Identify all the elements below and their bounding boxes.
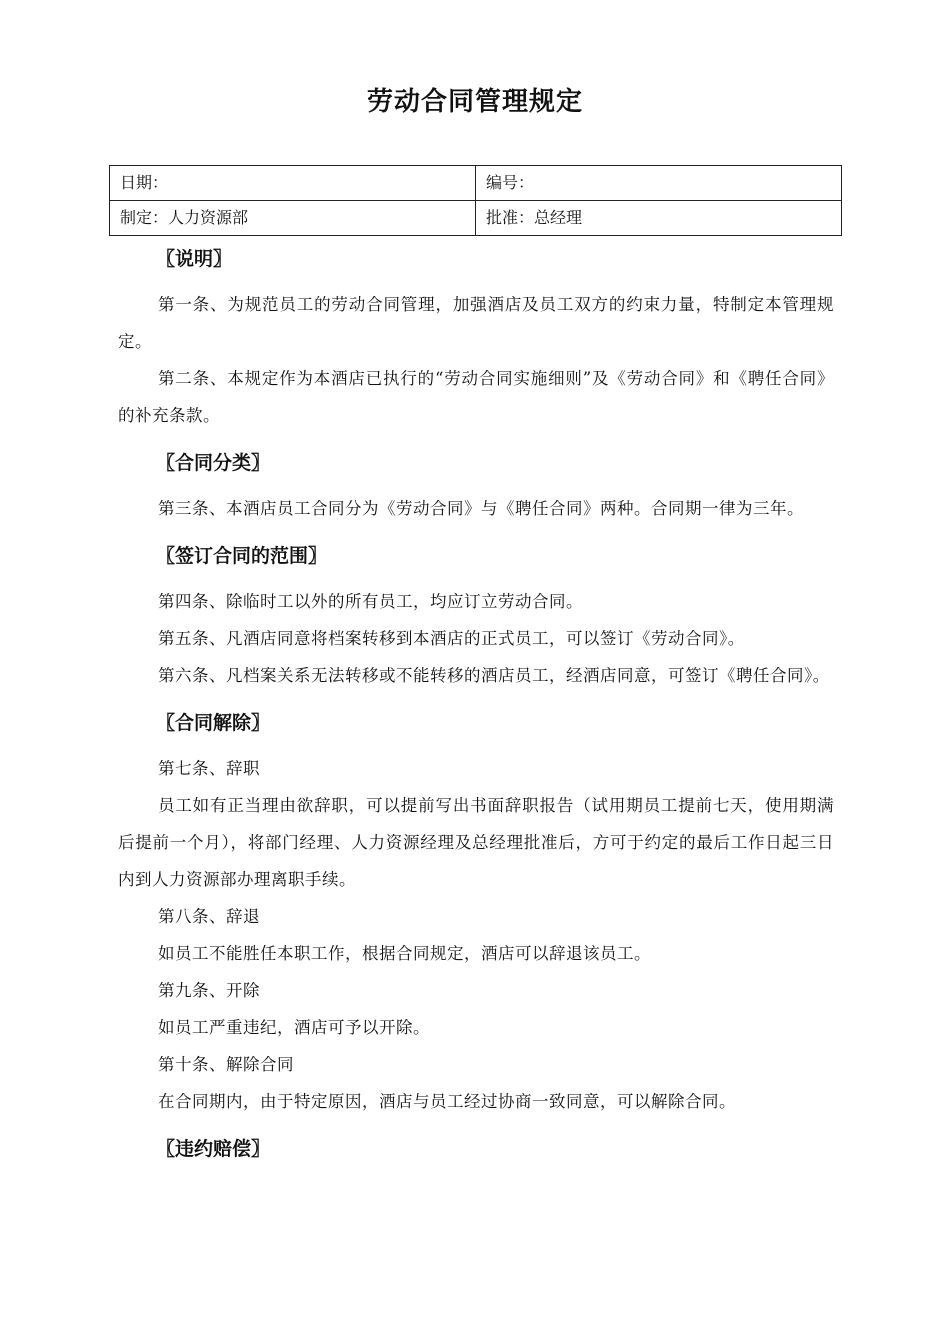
- section-heading-signing-scope: 〖签订合同的范围〗: [156, 545, 328, 567]
- article-paragraph: 在合同期内，由于特定原因，酒店与员工经过协商一致同意，可以解除合同。: [158, 1092, 736, 1111]
- section-heading-explanation: 〖说明〗: [156, 248, 233, 270]
- info-table: [109, 165, 842, 236]
- document-title: 劳动合同管理规定: [366, 87, 583, 117]
- document-body: [118, 244, 834, 1164]
- section-heading-contract-termination: 〖合同解除〗: [156, 712, 271, 734]
- article-paragraph: 第二条、本规定作为本酒店已执行的“劳动合同实施细则”及《劳动合同》和《聘任合同》的补充条款。: [118, 369, 834, 425]
- date-cell: 日期：: [110, 166, 476, 201]
- article-paragraph: 第一条、为规范员工的劳动合同管理，加强酒店及员工双方的约束力量，特制定本管理规定。: [118, 295, 834, 351]
- article-paragraph: 第八条、辞退: [158, 907, 260, 926]
- article-paragraph: 第四条、除临时工以外的所有员工，均应订立劳动合同。: [158, 592, 583, 611]
- prepared-by-cell: 制定：人力资源部: [110, 201, 476, 236]
- article-paragraph: 第十条、解除合同: [158, 1055, 294, 1074]
- table-row: [110, 166, 842, 201]
- article-paragraph: 第七条、辞职: [158, 759, 260, 778]
- number-cell: 编号：: [476, 166, 842, 201]
- approved-by-cell: 批准：总经理: [476, 201, 842, 236]
- article-paragraph: 第三条、本酒店员工合同分为《劳动合同》与《聘任合同》两种。合同期一律为三年。: [158, 499, 804, 518]
- article-paragraph: 第九条、开除: [158, 981, 260, 1000]
- article-paragraph: 如员工严重违纪，酒店可予以开除。: [158, 1018, 430, 1037]
- article-paragraph: 如员工不能胜任本职工作，根据合同规定，酒店可以辞退该员工。: [158, 944, 651, 963]
- section-heading-contract-types: 〖合同分类〗: [156, 452, 271, 474]
- article-paragraph: 第五条、凡酒店同意将档案转移到本酒店的正式员工，可以签订《劳动合同》。: [158, 629, 745, 648]
- article-paragraph: 员工如有正当理由欲辞职，可以提前写出书面辞职报告（试用期员工提前七天，使用期满后提前一个月），将部门经理、人力资源经理及总经理批准后，方可于约定的最后工作日起三日内到人力资源部办理离职手续。: [118, 796, 834, 889]
- article-paragraph: 第六条、凡档案关系无法转移或不能转移的酒店员工，经酒店同意，可签订《聘任合同》。: [158, 666, 830, 685]
- section-heading-breach-compensation: 〖违约赔偿〗: [156, 1138, 271, 1160]
- table-row: [110, 201, 842, 236]
